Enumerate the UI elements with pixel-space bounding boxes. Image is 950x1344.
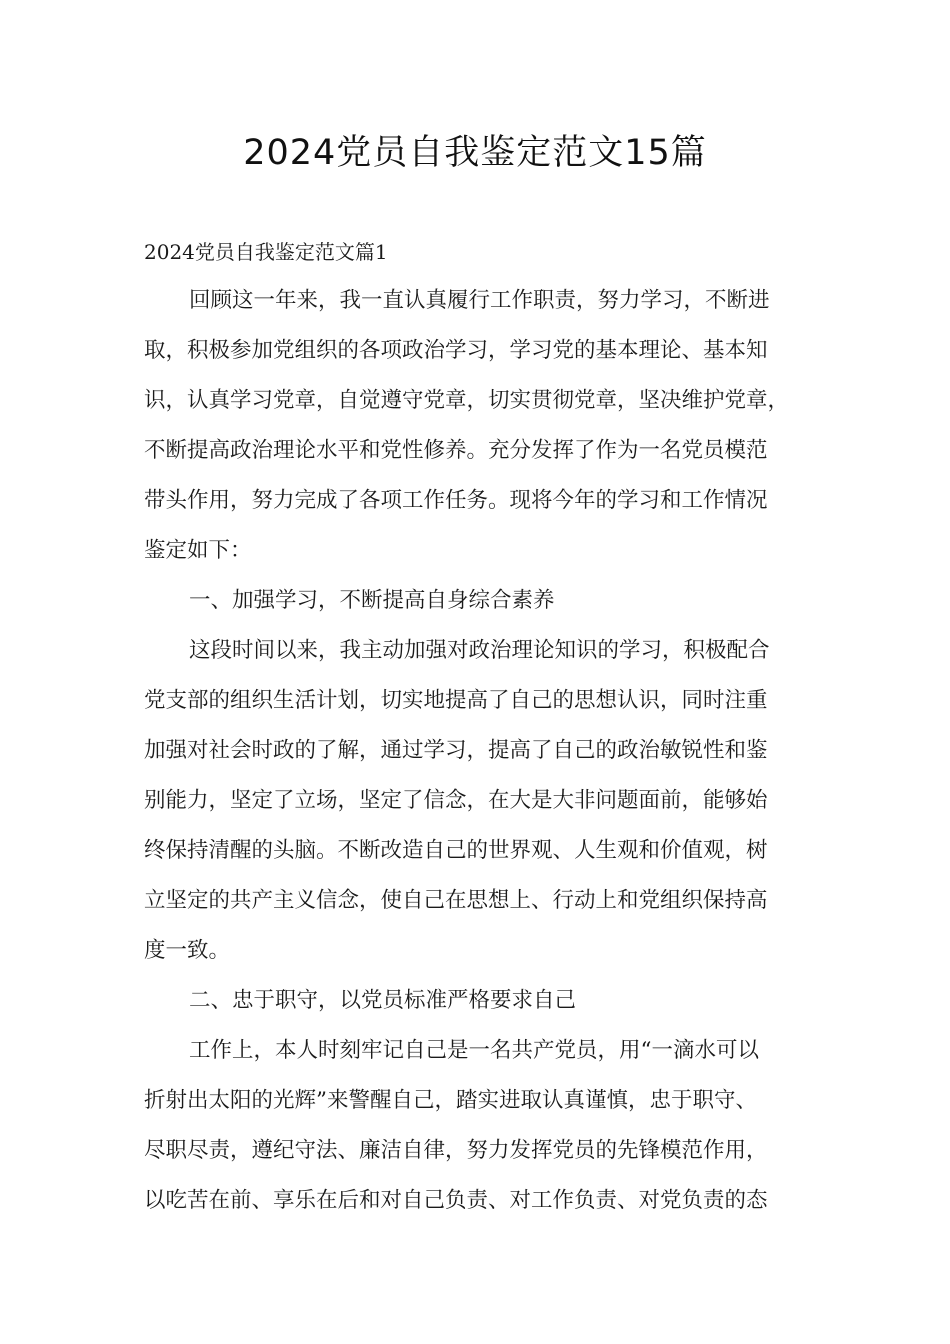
section-heading: 一、加强学习，不断提高自身综合素养 [189, 588, 555, 613]
document-body [144, 276, 816, 1226]
body-line: 这段时间以来，我主动加强对政治理论知识的学习，积极配合 [189, 638, 770, 663]
body-line: 加强对社会时政的了解，通过学习，提高了自己的政治敏锐性和鉴 [144, 738, 768, 763]
body-line: 鉴定如下： [144, 538, 252, 563]
body-line: 取，积极参加党组织的各项政治学习，学习党的基本理论、基本知 [144, 338, 768, 363]
body-line: 立坚定的共产主义信念，使自己在思想上、行动上和党组织保持高 [144, 888, 768, 913]
document-title: 2024党员自我鉴定范文15篇 [243, 133, 707, 173]
body-line: 折射出太阳的光辉”来警醒自己，踏实进取认真谨慎，忠于职守、 [144, 1088, 757, 1113]
body-line: 别能力，坚定了立场，坚定了信念，在大是大非问题面前，能够始 [144, 788, 768, 813]
body-line: 识，认真学习党章，自觉遵守党章，切实贯彻党章，坚决维护党章， [144, 388, 790, 413]
body-line: 度一致。 [144, 938, 231, 963]
section-label: 2024党员自我鉴定范文篇1 [144, 240, 388, 264]
body-line: 终保持清醒的头脑。不断改造自己的世界观、人生观和价值观，树 [144, 838, 768, 863]
body-line: 回顾这一年来，我一直认真履行工作职责，努力学习，不断进 [189, 288, 770, 313]
body-line: 尽职尽责，遵纪守法、廉洁自律，努力发挥党员的先锋模范作用， [144, 1138, 768, 1163]
body-line: 不断提高政治理论水平和党性修养。充分发挥了作为一名党员模范 [144, 438, 768, 463]
body-line: 以吃苦在前、享乐在后和对自己负责、对工作负责、对党负责的态 [144, 1188, 768, 1213]
body-line: 党支部的组织生活计划，切实地提高了自己的思想认识，同时注重 [144, 688, 768, 713]
body-line: 工作上，本人时刻牢记自己是一名共产党员，用“一滴水可以 [189, 1038, 759, 1063]
section-heading: 二、忠于职守，以党员标准严格要求自己 [189, 988, 577, 1013]
body-line: 带头作用，努力完成了各项工作任务。现将今年的学习和工作情况 [144, 488, 768, 513]
